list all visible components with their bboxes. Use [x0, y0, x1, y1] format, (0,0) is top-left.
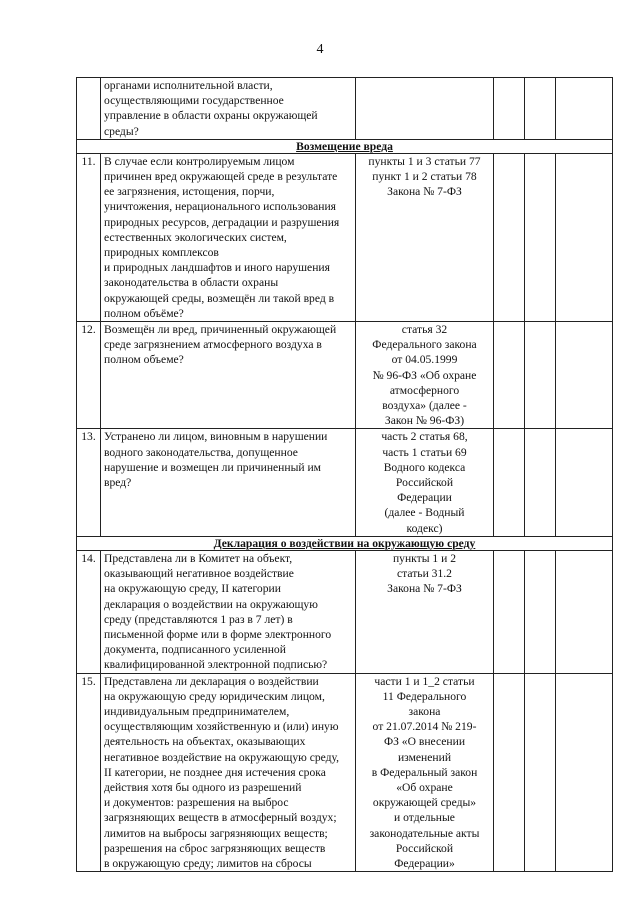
section-header-row: [77, 536, 613, 550]
question-line: документа, подписанного усиленной: [104, 643, 286, 657]
reference-line: статья 32: [401, 323, 448, 337]
question-line: II категории, не позднее дня истечения срока: [104, 765, 326, 779]
legal-reference-cell: [356, 322, 494, 429]
question-line: в окружающую среду; лимитов на сбросы: [104, 856, 312, 870]
reference-line: № 96-ФЗ «Об охране: [372, 368, 477, 382]
question-line: окружающей среды, возмещён ли такой вред в: [104, 291, 335, 305]
answer-no-cell[interactable]: [525, 322, 556, 429]
question-line: природных ресурсов, деградации и разрушения: [104, 215, 340, 229]
reference-line: закона: [408, 704, 441, 718]
question-line: ее загрязнения, истощения, порчи,: [104, 185, 275, 199]
answer-na-cell[interactable]: [556, 550, 613, 673]
legal-reference-cell: [356, 153, 494, 321]
reference-line: Закон № 96-ФЗ): [384, 414, 465, 428]
question-line: и природных ландшафтов и иного нарушения: [104, 261, 330, 275]
reference-line: окружающей среды»: [372, 796, 477, 810]
reference-line: части 1 и 1_2 статьи: [374, 674, 475, 688]
legal-reference-cell: [356, 673, 494, 872]
question-line: водного законодательства, допущенное: [104, 445, 298, 459]
section-title: Возмещение вреда: [77, 139, 613, 153]
row-number: 12.: [77, 322, 101, 429]
row-number: 15.: [77, 673, 101, 872]
answer-yes-cell[interactable]: [494, 673, 525, 872]
question-line: деятельность на объектах, оказывающих: [104, 735, 306, 749]
reference-line: (далее - Водный: [384, 506, 465, 520]
reference-line: от 21.07.2014 № 219-: [372, 720, 477, 734]
question-line: органами исполнительной власти,: [104, 79, 273, 92]
question-line: среду (представляются 1 раз в 7 лет) в: [104, 612, 293, 626]
reference-line: статьи 31.2: [397, 567, 452, 581]
reference-line: ФЗ «О внесении: [383, 735, 466, 749]
page-number: 4: [316, 42, 324, 57]
question-line: письменной форме или в форме электронного: [104, 627, 332, 641]
table-row: [77, 322, 613, 429]
answer-yes-cell[interactable]: [494, 153, 525, 321]
reference-line: Федерации»: [394, 856, 455, 870]
question-line: декларация о воздействии на окружающую: [104, 597, 318, 611]
reference-line: Российской: [395, 841, 454, 855]
question-line: полном объёме?: [104, 306, 184, 320]
reference-line: Водного кодекса: [383, 460, 466, 474]
reference-line: в Федеральный закон: [371, 765, 478, 779]
question-line: Представлена ли в Комитет на объект,: [104, 551, 293, 565]
reference-line: часть 1 статьи 69: [382, 445, 467, 459]
question-cell: [101, 429, 356, 536]
question-line: осуществляющими государственное: [104, 94, 284, 108]
reference-line: пункты 1 и 2: [392, 551, 457, 565]
legal-reference-cell: [356, 429, 494, 536]
question-cell: [101, 550, 356, 673]
answer-yes-cell[interactable]: [494, 322, 525, 429]
question-line: среды?: [104, 124, 139, 138]
section-title: Декларация о воздействии на окружающую среду: [77, 536, 613, 550]
question-line: негативное воздействие на окружающую среду,: [104, 750, 340, 764]
question-cell: [101, 153, 356, 321]
answer-no-cell[interactable]: [525, 78, 556, 140]
question-line: и документов: разрешения на выброс: [104, 796, 289, 810]
reference-line: атмосферного: [389, 383, 460, 397]
legal-reference-cell: [356, 550, 494, 673]
question-line: причинен вред окружающей среде в результате: [104, 170, 338, 184]
reference-line: часть 2 статья 68,: [381, 430, 468, 444]
legal-reference-cell: [356, 78, 494, 140]
reference-line: законодательные акты: [369, 826, 480, 840]
question-line: оказывающий негативное воздействие: [104, 567, 294, 581]
reference-line: пункты 1 и 3 статьи 77: [368, 154, 481, 168]
reference-line: и отдельные: [394, 811, 455, 825]
question-line: индивидуальным предпринимателем,: [104, 704, 290, 718]
row-number: 14.: [77, 550, 101, 673]
answer-no-cell[interactable]: [525, 673, 556, 872]
reference-line: Закона № 7-ФЗ: [387, 185, 462, 199]
reference-line: 11 Федерального: [382, 689, 467, 703]
question-line: вред?: [104, 476, 132, 490]
answer-yes-cell[interactable]: [494, 550, 525, 673]
question-line: полном объеме?: [104, 353, 184, 367]
question-line: естественных экологических систем,: [104, 230, 287, 244]
answer-na-cell[interactable]: [556, 78, 613, 140]
row-number: [77, 78, 101, 140]
row-number: 13.: [77, 429, 101, 536]
section-header-row: [77, 139, 613, 153]
question-line: квалифицированной электронной подписью?: [104, 658, 328, 672]
answer-yes-cell[interactable]: [494, 78, 525, 140]
question-line: Представлена ли декларация о воздействии: [104, 674, 319, 688]
checklist-table: [76, 77, 613, 872]
reference-line: изменений: [397, 750, 452, 764]
question-line: нарушение и возмещен ли причиненный им: [104, 460, 322, 474]
table-row: [77, 78, 613, 140]
answer-no-cell[interactable]: [525, 429, 556, 536]
reference-line: Российской: [395, 476, 454, 490]
answer-na-cell[interactable]: [556, 673, 613, 872]
question-cell: [101, 673, 356, 872]
table-row: [77, 153, 613, 321]
question-line: осуществляющим хозяйственную и (или) иную: [104, 720, 339, 734]
answer-na-cell[interactable]: [556, 429, 613, 536]
question-line: управление в области охраны окружающей: [104, 109, 318, 123]
question-line: действия хотя бы одного из разрешений: [104, 780, 302, 794]
question-line: уничтожения, нерационального использования: [104, 200, 336, 214]
answer-no-cell[interactable]: [525, 153, 556, 321]
question-line: лимитов на выбросы загрязняющих веществ;: [104, 826, 328, 840]
row-number: 11.: [77, 153, 101, 321]
answer-no-cell[interactable]: [525, 550, 556, 673]
reference-line: Федерации: [397, 491, 452, 505]
question-line: загрязняющих веществ в атмосферный воздух;: [104, 811, 337, 825]
reference-line: «Об охране: [396, 780, 453, 794]
reference-line: кодекс): [406, 521, 443, 535]
reference-line: пункт 1 и 2 статьи 78: [372, 170, 477, 184]
reference-line: Закона № 7-ФЗ: [387, 582, 462, 596]
question-line: Возмещён ли вред, причиненный окружающей: [104, 323, 337, 337]
question-line: разрешения на сброс загрязняющих веществ: [104, 841, 326, 855]
reference-line: воздуха» (далее -: [382, 399, 467, 413]
table-row: [77, 673, 613, 872]
answer-na-cell[interactable]: [556, 322, 613, 429]
table-row: [77, 429, 613, 536]
question-cell: [101, 78, 356, 140]
question-line: В случае если контролируемым лицом: [104, 154, 295, 168]
reference-line: Федерального закона: [372, 338, 477, 352]
reference-line: от 04.05.1999: [391, 353, 458, 367]
table-row: [77, 550, 613, 673]
question-line: природных комплексов: [104, 246, 219, 260]
question-line: на окружающую среду юридическим лицом,: [104, 689, 325, 703]
question-line: законодательства в области охраны: [104, 276, 279, 290]
question-line: среде загрязнением атмосферного воздуха в: [104, 338, 322, 352]
answer-yes-cell[interactable]: [494, 429, 525, 536]
question-cell: [101, 322, 356, 429]
question-line: Устранено ли лицом, виновным в нарушении: [104, 430, 328, 444]
question-line: на окружающую среду, II категории: [104, 582, 281, 596]
answer-na-cell[interactable]: [556, 153, 613, 321]
